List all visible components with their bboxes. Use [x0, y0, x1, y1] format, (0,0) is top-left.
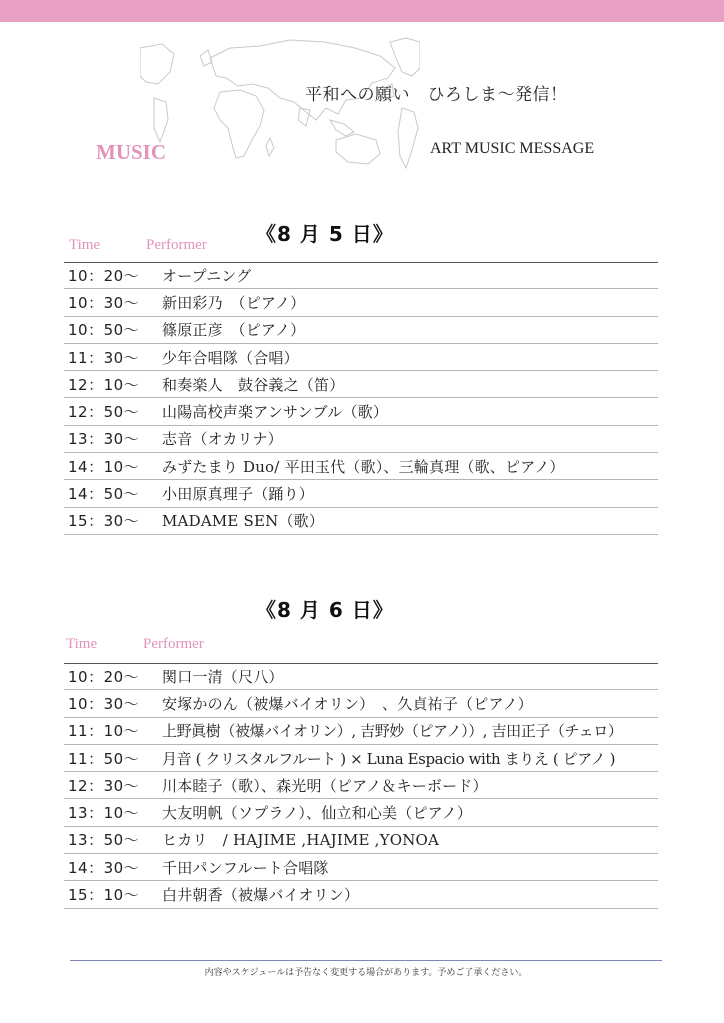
row-performer: 篠原正彦 （ピアノ） [162, 321, 306, 340]
row-time: 10：30～ [68, 293, 140, 312]
schedule-row [64, 663, 658, 690]
music-label: MUSIC [96, 140, 167, 164]
day1-schedule-table [64, 262, 658, 535]
day2-performer-header: Performer [143, 636, 204, 652]
top-color-bar [0, 0, 724, 22]
schedule-row [64, 827, 658, 854]
row-performer: オープニング [162, 267, 252, 286]
day1-title: 《8 月 5 日》 [256, 222, 394, 246]
row-time: 10：30～ [68, 694, 140, 713]
row-time: 14：30～ [68, 858, 140, 877]
row-performer: 関口一清（尺八） [162, 668, 284, 687]
schedule-row [64, 398, 658, 425]
schedule-row [64, 881, 658, 908]
row-time: 10：20～ [68, 267, 140, 286]
row-performer: 安塚かのん（被爆バイオリン） 、久貞祐子（ピアノ） [162, 694, 533, 713]
schedule-row [64, 508, 658, 535]
day1-time-header: Time [69, 237, 101, 253]
day1-performer-header: Performer [146, 237, 207, 253]
row-performer: 上野眞樹（被爆バイオリン）, 吉野妙（ピアノ））, 吉田正子（チェロ） [162, 722, 623, 741]
row-time: 10：50～ [68, 321, 140, 340]
day2-title: 《8 月 6 日》 [256, 598, 394, 622]
row-performer: 和奏楽人 鼓谷義之（笛） [162, 375, 345, 394]
row-time: 12：50～ [68, 403, 140, 422]
event-title-japanese: 平和への願い ひろしま～発信！ [305, 85, 568, 105]
row-time: 13：10～ [68, 804, 140, 823]
schedule-row [64, 690, 658, 717]
schedule-row [64, 453, 658, 480]
row-performer: 山陽高校声楽アンサンブル（歌） [162, 403, 389, 422]
row-performer: 川本睦子（歌）、森光明（ピアノ＆キーボード） [162, 776, 488, 795]
row-time: 14：50～ [68, 485, 140, 504]
row-time: 13：30～ [68, 430, 140, 449]
schedule-row [64, 745, 658, 772]
footer-note: 内容やスケジュールは予告なく変更する場合があります。予めご了承ください。 [204, 968, 528, 978]
row-performer: MADAME SEN（歌） [162, 512, 325, 531]
row-time: 12：10～ [68, 375, 140, 394]
row-performer: 千田パンフルート合唱隊 [162, 858, 329, 877]
row-time: 14：10～ [68, 457, 140, 476]
row-performer: 志音（オカリナ） [162, 430, 283, 449]
schedule-row [64, 480, 658, 507]
row-time: 12：30～ [68, 776, 140, 795]
row-performer: 白井朝香（被爆バイオリン） [162, 886, 360, 905]
row-performer: 少年合唱隊（合唱） [162, 348, 299, 367]
schedule-row [64, 772, 658, 799]
row-time: 11：10～ [68, 722, 140, 741]
row-time: 13：50～ [68, 831, 140, 850]
row-performer: みずたまり Duo/ 平田玉代（歌）、三輪真理（歌、ピアノ） [162, 457, 565, 476]
schedule-row [64, 289, 658, 316]
row-performer: 月音 ( クリスタルフルート ) × Luna Espacio with まりえ ( ピアノ ) [162, 749, 616, 768]
footer-divider [70, 960, 662, 961]
schedule-row [64, 317, 658, 344]
row-performer: ヒカリ / HAJIME ,HAJIME ,YONOA [162, 831, 440, 850]
schedule-row [64, 799, 658, 826]
row-time: 15：10～ [68, 886, 140, 905]
schedule-row [64, 426, 658, 453]
row-time: 11：30～ [68, 348, 140, 367]
row-time: 15：30～ [68, 512, 140, 531]
day2-schedule-table [64, 663, 658, 909]
row-time: 10：20～ [68, 668, 140, 687]
row-time: 11：50～ [68, 749, 140, 768]
day2-time-header: Time [66, 636, 98, 652]
schedule-row [64, 371, 658, 398]
event-title-english: ART MUSIC MESSAGE [430, 140, 595, 157]
row-performer: 小田原真理子（踊り） [162, 485, 315, 504]
row-performer: 新田彩乃 （ピアノ） [162, 293, 306, 312]
schedule-row [64, 854, 658, 881]
schedule-row [64, 718, 658, 745]
schedule-row [64, 262, 658, 289]
schedule-row [64, 344, 658, 371]
row-performer: 大友明帆（ソプラノ）、仙立和心美（ピアノ） [162, 804, 473, 823]
